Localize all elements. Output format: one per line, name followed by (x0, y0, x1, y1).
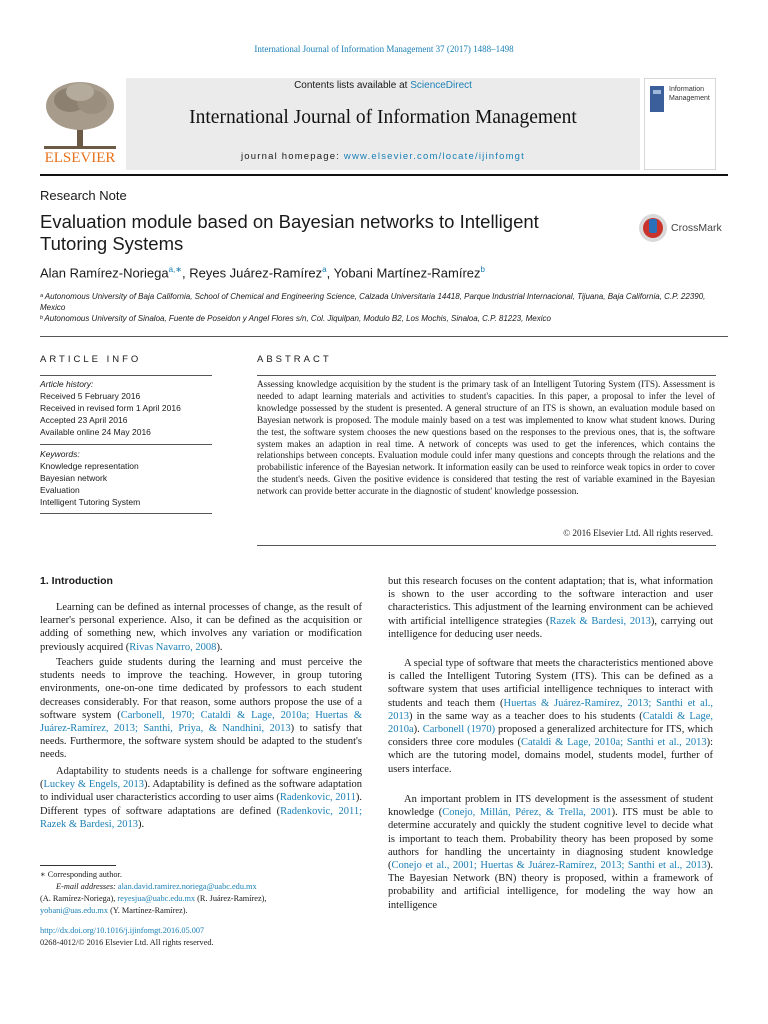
body-text: ) in the same way as a teacher does to his students ( (409, 710, 643, 722)
citation-link[interactable]: Cataldi & Lage, 2010a (388, 710, 714, 736)
body-paragraph (388, 657, 713, 776)
article-title: Evaluation module based on Bayesian networks to Intelligent Tutoring Systems (40, 211, 539, 254)
abstract-text: Assessing knowledge acquisition by the student is the primary task of an Intelligent Tutoring System (ITS). Assessment is needed to adapt learning materials and activities to student's capacities. In this paper, a proposal to infer the level of knowledge possessed by the student is presented. A general structure of an ITS is shown, an evaluation module based on Bayesian network is proposed. The module mainly based on a test was implemented to know what student knows. During the test, the software system chooses the new questions based on the responses to the previous ones, that is, the software system makes an adaption in real time. A network of concepts was used to get the inferences, which contains the relationships between concepts. Evaluation module could infer many questions and concepts through the relations and the probabilistic inference of the Bayesian network. It information easily can be used to reinforce weak topics in order to cover the student's needs. Given the positive evidence is considered that testing the rest of variable examined in the Bayesian network can provide better accurate in the diagnostic of student' knowledge possession. (257, 379, 715, 497)
body-text: ). (216, 641, 223, 653)
body-text: ). (137, 818, 145, 830)
tree-icon (40, 78, 120, 166)
homepage-line: journal homepage: www.elsevier.com/locate/ijinfomgt (240, 151, 526, 162)
email-link[interactable]: alan.david.ramirez.noriega@uabc.edu.mx (117, 882, 257, 891)
issn-line: 0268-4012/© 2016 Elsevier Ltd. All rights reserved. (40, 938, 214, 947)
citation-link[interactable]: Cataldi & Lage, 2010a; Santhi et al., 2013 (521, 737, 707, 749)
author-affiliation-marker[interactable]: b (480, 265, 485, 274)
crossmark-icon (638, 213, 668, 243)
citation-link[interactable]: Conejo et al., 2001; Huertas & Juárez-Ramírez, 2013; Santhi et al., 2013 (391, 860, 707, 872)
keyword: Knowledge representation (40, 461, 139, 471)
author-affiliation-marker[interactable]: a (322, 265, 327, 274)
affiliation-b: ᵇ Autonomous University of Sinaloa, Fuente de Poseidon y Angel Flores s/n, Col. Jiquilpan, Modulo B2, Los Mochis, Sinaloa, C.P. 81223, Mexico (40, 314, 551, 323)
author-list: Alan Ramírez-Noriega$^{a,∗}$, Reyes Juárez-Ramírez$^a$, Yobani Martínez-Ramírez$^b$ (40, 265, 485, 281)
email-link[interactable]: reyesjua@uabc.edu.mx (117, 894, 196, 903)
body-text: proposed a generalized architecture for ITS, which considers three core modules ( (388, 724, 713, 749)
keyword: Intelligent Tutoring System (40, 497, 141, 507)
body-text: ). The Bayesian Network (BN) theory is proposed, within a framework of probability and artificial intelligence, for modeling the way how an intelligence (388, 860, 713, 911)
citation-link[interactable]: Razek & Bardesi, 2013 (549, 615, 651, 627)
contents-line: Contents lists available at ScienceDirect (294, 80, 472, 91)
body-text: A special type of software that meets the characteristics mentioned above is called the Intelligent Tutoring System (ITS). This can be defined as a software system that uses artificial intelligence techniques to interact with students and teach them ( (388, 658, 713, 709)
history-label: Article history: (40, 379, 94, 389)
body-text: ) to satisfy that needs. Furthermore, the software system should be adapted to the student's needs. (40, 723, 362, 761)
body-text: ). Adaptability is defined as the software adaptation to individual user characteristics according to user aims ( (40, 779, 362, 804)
author-name: Alan Ramírez-Noriega (40, 265, 169, 281)
masthead (40, 78, 728, 170)
body-text: Teachers guide students during the learning and must perceive the students needs to improve the teaching. However, in group tutoring environments, one-on-one time dedicated by professors to each student decreases considerably. For that reason, some authors propose the use of a software system ( (40, 657, 362, 721)
citation-link[interactable]: Radenkovic, 2011; Razek & Bardesi, 2013 (40, 805, 363, 830)
copyright-notice: © 2016 Elsevier Ltd. All rights reserved. (563, 528, 713, 538)
journal-cover[interactable] (644, 78, 716, 170)
footnote-divider (40, 865, 116, 866)
journal-title: International Journal of Information Management (189, 107, 577, 128)
body-text: ): which are the tutoring model, domains model, students model, further of users interface. (388, 737, 713, 775)
article-info-bottom-divider (40, 513, 212, 514)
email-line: (A. Ramírez-Noriega), reyesjua@uabc.edu.mx (R. Juárez-Ramírez), (40, 894, 267, 903)
abstract-divider (257, 375, 716, 376)
cover-graphic-icon (648, 84, 668, 114)
masthead-divider (40, 174, 728, 176)
citation-link[interactable]: Conejo, Millán, Pérez, & Trella, 2001 (442, 807, 612, 819)
corresponding-author-note: ∗ Corresponding author. (40, 870, 122, 879)
body-text: Adaptability to students needs is a challenge for software engineering ( (40, 766, 362, 791)
keyword: Bayesian network (40, 473, 108, 483)
body-paragraph (388, 575, 713, 641)
journal-banner (126, 78, 640, 170)
body-text: ). Different types of software adaptations are defined ( (40, 792, 363, 817)
crossmark-label: CrossMark (671, 222, 722, 234)
journal-citation[interactable]: International Journal of Information Management 37 (2017) 1488–1498 (254, 44, 514, 54)
citation-link[interactable]: Carbonell (1970) (422, 724, 496, 736)
citation-link[interactable]: Radenkovic, 2011 (279, 792, 356, 804)
keywords-divider (40, 444, 212, 445)
email-link[interactable]: yobani@uas.edu.mx (40, 906, 109, 915)
article-info-divider (40, 375, 212, 376)
section-heading: 1. Introduction (40, 575, 113, 587)
history-item: Received in revised form 1 April 2016 (40, 403, 181, 413)
elsevier-logo (40, 78, 120, 166)
abstract-heading: ABSTRACT (257, 354, 332, 365)
history-item: Received 5 February 2016 (40, 391, 141, 401)
abstract-bottom-divider (257, 545, 716, 546)
body-text: ). (413, 724, 423, 736)
body-paragraph (40, 601, 362, 654)
citation-link[interactable]: Rivas Navarro, 2008 (129, 641, 217, 653)
affiliation-a: ᵃ Autonomous University of Baja California, School of Chemical and Engineering Science, Calzada Universitaria 14418, Parque Industrial Internacional, Tijuana, Baja California, C.P. 22390, Mexico (40, 292, 706, 312)
publisher-name: ELSEVIER (44, 150, 116, 166)
body-paragraph (40, 656, 362, 762)
article-info-heading: ARTICLE INFO (40, 354, 142, 365)
history-item: Accepted 23 April 2016 (40, 415, 128, 425)
citation-link[interactable]: Luckey & Engels, 2013 (43, 779, 144, 791)
sciencedirect-link[interactable]: ScienceDirect (410, 80, 472, 91)
email-line: E-mail addresses: alan.david.ramirez.noriega@uabc.edu.mx (56, 882, 257, 891)
body-paragraph (40, 765, 362, 831)
body-text: but this research focuses on the content adaptation; that is, what information is shown to the user according to the software interaction and user characteristics. This adjustment of the learning environment can be achieved with artificial intelligence strategies ( (388, 576, 713, 627)
crossmark-button[interactable] (638, 213, 728, 245)
keyword: Evaluation (40, 485, 80, 495)
keywords-label: Keywords: (40, 449, 80, 459)
history-item: Available online 24 May 2016 (40, 427, 151, 437)
citation-link[interactable]: Carbonell, 1970; Cataldi & Lage, 2010a; Huertas & Juárez-Ramírez, 2013; Santhi, Priya, & Nandhini, 2013 (40, 709, 362, 735)
body-text: An important problem in ITS development is the assessment of student knowledge ( (388, 794, 713, 819)
email-line: yobani@uas.edu.mx (Y. Martínez-Ramírez). (40, 906, 188, 915)
author-affiliation-marker[interactable]: a,∗ (168, 265, 182, 274)
cover-title: Information Management (669, 86, 710, 102)
body-paragraph (388, 793, 713, 912)
doi-link[interactable]: http://dx.doi.org/10.1016/j.ijinfomgt.2016.05.007 (40, 926, 205, 935)
body-text: ). ITS must be able to determine accurately and quickly the student cognitive level to decide what is important to teach them. Probability theory has been proposed by some authors for handling the uncertainty in diagnosing student knowledge ( (388, 807, 713, 872)
citation-link[interactable]: Huertas & Juárez-Ramírez, 2013; Santhi et al., 2013 (388, 697, 714, 722)
author-name: Reyes Juárez-Ramírez (189, 265, 323, 281)
body-text: Learning can be defined as internal processes of change, as the result of learner's personal experience. Also, it can be defined as the acquisition or adding of something new, which involves any variation or modification previously acquired ( (40, 602, 362, 653)
article-type: Research Note (40, 188, 127, 203)
author-name: Yobani Martínez-Ramírez (333, 265, 481, 281)
affiliation-divider (40, 336, 728, 337)
body-text: ), carrying out intelligence for deducing user needs. (388, 615, 713, 640)
homepage-link[interactable]: www.elsevier.com/locate/ijinfomgt (343, 151, 526, 162)
